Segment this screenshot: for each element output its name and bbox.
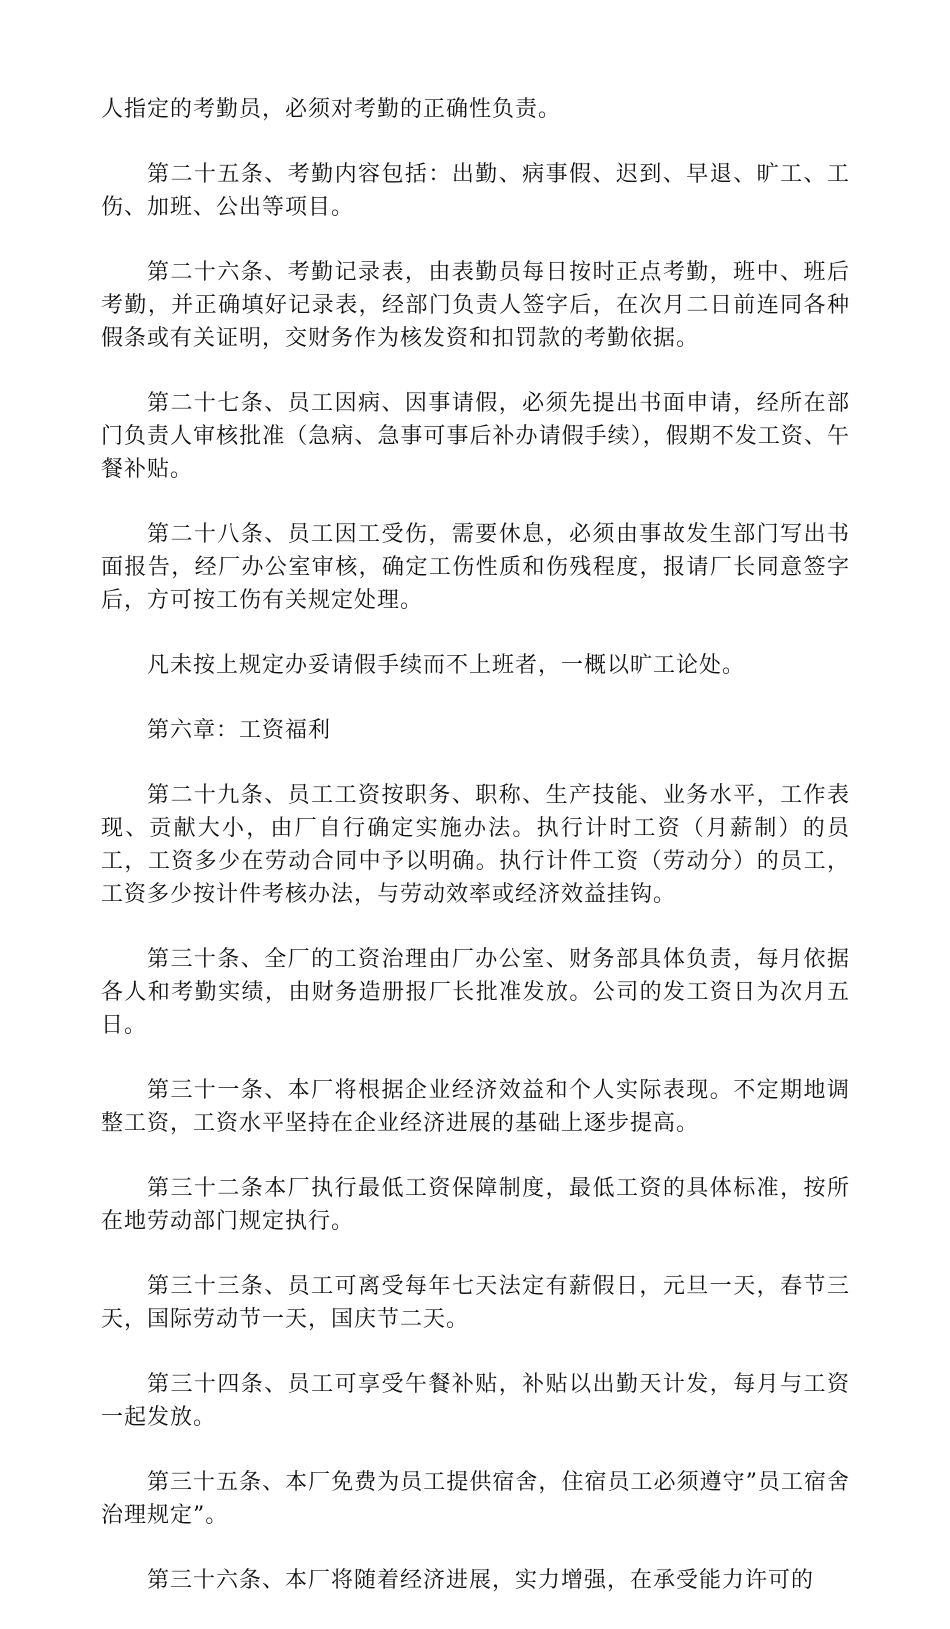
article-25: 第二十五条、考勤内容包括：出勤、病事假、迟到、早退、旷工、工伤、加班、公出等项目。 bbox=[101, 162, 850, 220]
article-30: 第三十条、全厂的工资治理由厂办公室、财务部具体负责，每月依据各人和考勤实绩，由财务造册报厂长批准发放。公司的发工资日为次月五日。 bbox=[101, 947, 850, 1038]
article-36: 第三十六条、本厂将随着经济进展，实力增强，在承受能力许可的 bbox=[147, 1568, 815, 1593]
chapter-6-heading: 第六章：工资福利 bbox=[147, 718, 332, 743]
article-34: 第三十四条、员工可享受午餐补贴，补贴以出勤天计发，每月与工资一起发放。 bbox=[101, 1372, 850, 1430]
article-32: 第三十二条本厂执行最低工资保障制度，最低工资的具体标准，按所在地劳动部门规定执行。 bbox=[101, 1176, 850, 1234]
paragraph-continuation: 人指定的考勤员，必须对考勤的正确性负责。 bbox=[101, 97, 562, 122]
article-26: 第二十六条、考勤记录表，由表勤员每日按时正点考勤，班中、班后考勤，并正确填好记录表，经部门负责人签字后，在次月二日前连同各种假条或有关证明，交财务作为核发资和扣罚款的考勤依据。 bbox=[101, 260, 850, 351]
article-35: 第三十五条、本厂免费为员工提供宿舍，住宿员工必须遵守”员工宿舍治理规定”。 bbox=[101, 1470, 850, 1528]
article-27: 第二十七条、员工因病、因事请假，必须先提出书面申请，经所在部门负责人审核批准（急病、急事可事后补办请假手续），假期不发工资、午餐补贴。 bbox=[101, 391, 850, 482]
article-31: 第三十一条、本厂将根据企业经济效益和个人实际表现。不定期地调整工资，工资水平坚持在企业经济进展的基础上逐步提高。 bbox=[101, 1078, 850, 1136]
article-28: 第二十八条、员工因工受伤，需要休息，必须由事故发生部门写出书面报告，经厂办公室审核，确定工伤性质和伤残程度，报请厂长同意签字后，方可按工伤有关规定处理。 bbox=[101, 522, 850, 613]
absence-rule: 凡未按上规定办妥请假手续而不上班者，一概以旷工论处。 bbox=[147, 653, 746, 678]
document-body bbox=[101, 93, 850, 1629]
article-29: 第二十九条、员工工资按职务、职称、生产技能、业务水平，工作表现、贡献大小，由厂自行确定实施办法。执行计时工资（月薪制）的员工，工资多少在劳动合同中予以明确。执行计件工资（劳动分）的员工，工资多少按计件考核办法，与劳动效率或经济效益挂钩。 bbox=[101, 783, 850, 907]
article-33: 第三十三条、员工可离受每年七天法定有薪假日，元旦一天，春节三天，国际劳动节一天，国庆节二天。 bbox=[101, 1274, 850, 1332]
